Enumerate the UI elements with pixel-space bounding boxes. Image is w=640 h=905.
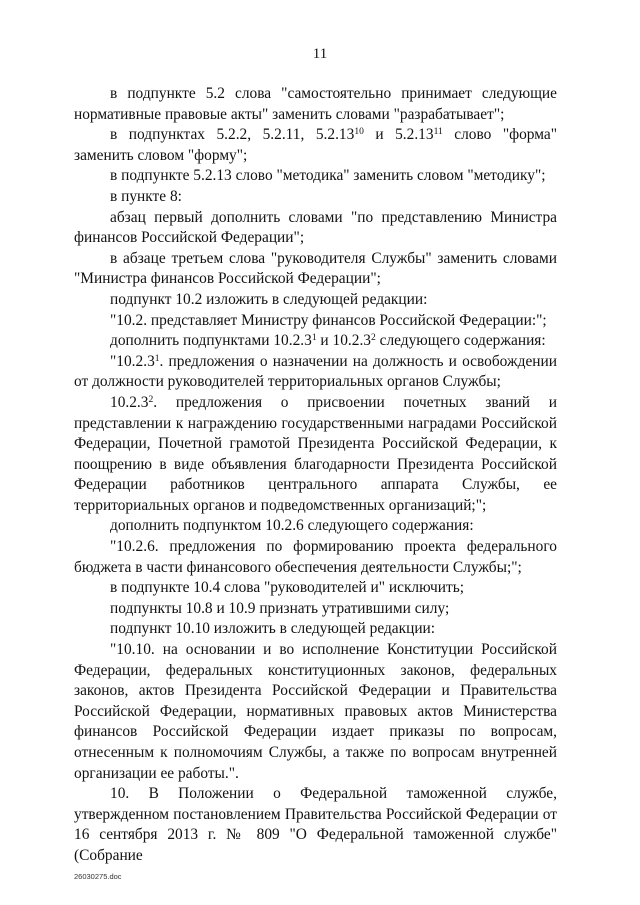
- document-body: [74, 84, 557, 867]
- paragraph: "10.10. на основании и во исполнение Конституции Российской Федерации, федеральных конституционных законов, федеральных законов, актов Президента Российской Федерации и Правительства Российской Федерации, нормативных правовых актов Министерства финансов Российской Федерации издает приказы по вопросам, отнесенным к полномочиям Службы, а также по вопросам внутренней организации ее работы.".: [74, 641, 557, 782]
- paragraph: абзац первый дополнить словами "по представлению Министра финансов Российской Федерации";: [74, 208, 557, 247]
- paragraph: 10.2.3$^2$. предложения о присвоении почетных званий и представлении к награждению государственными наградами Российской Федерации, Почетной грамотой Президента Российской Федерации, к поощрению в виде объявления благодарности Президента Российской Федерации работников центрального аппарата Службы, ее территориальных органов и подведомственных организаций;";: [74, 393, 557, 514]
- paragraph: "10.2. представляет Министру финансов Российской Федерации:";: [110, 311, 547, 329]
- paragraph: в подпунктах 5.2.2, 5.2.11, 5.2.13$^{10}$ и 5.2.13$^{11}$ слово "форма" заменить словом "форму";: [74, 125, 557, 164]
- paragraph: в подпункте 5.2.13 слово "методика" заменить словом "методику";: [110, 167, 546, 185]
- paragraph: дополнить подпунктами 10.2.3$^1$ и 10.2.3$^2$ следующего содержания:: [110, 331, 546, 350]
- paragraph: в подпункте 10.4 слова "руководителей и" исключить;: [110, 579, 465, 597]
- paragraph: подпункты 10.8 и 10.9 признать утратившими силу;: [110, 599, 450, 617]
- paragraph: подпункт 10.10 изложить в следующей редакции:: [110, 620, 436, 638]
- paragraph: дополнить подпунктом 10.2.6 следующего содержания:: [110, 517, 474, 535]
- paragraph: "10.2.3$^1$. предложения о назначении на должность и освобождении от должности руководителей территориальных органов Службы;: [74, 352, 557, 391]
- footer-filename: 26030275.doc: [74, 872, 122, 881]
- paragraph: "10.2.6. предложения по формированию проекта федерального бюджета в части финансового обеспечения деятельности Службы;";: [74, 538, 557, 576]
- page-number: 11: [312, 46, 328, 62]
- paragraph: 10. В Положении о Федеральной таможенной службе, утвержденном постановлением Правительства Российской Федерации от 16 сентября 2013 г. № 809 "О Федеральной таможенной службе" (Собрание: [74, 785, 557, 864]
- paragraph: в подпункте 5.2 слова "самостоятельно принимает следующие нормативные правовые акты" заменить словами "разрабатывает";: [74, 85, 557, 123]
- paragraph: в пункте 8:: [110, 187, 182, 205]
- paragraph: подпункт 10.2 изложить в следующей редакции:: [110, 290, 428, 308]
- paragraph: в абзаце третьем слова "руководителя Службы" заменить словами "Министра финансов Российской Федерации";: [74, 249, 557, 288]
